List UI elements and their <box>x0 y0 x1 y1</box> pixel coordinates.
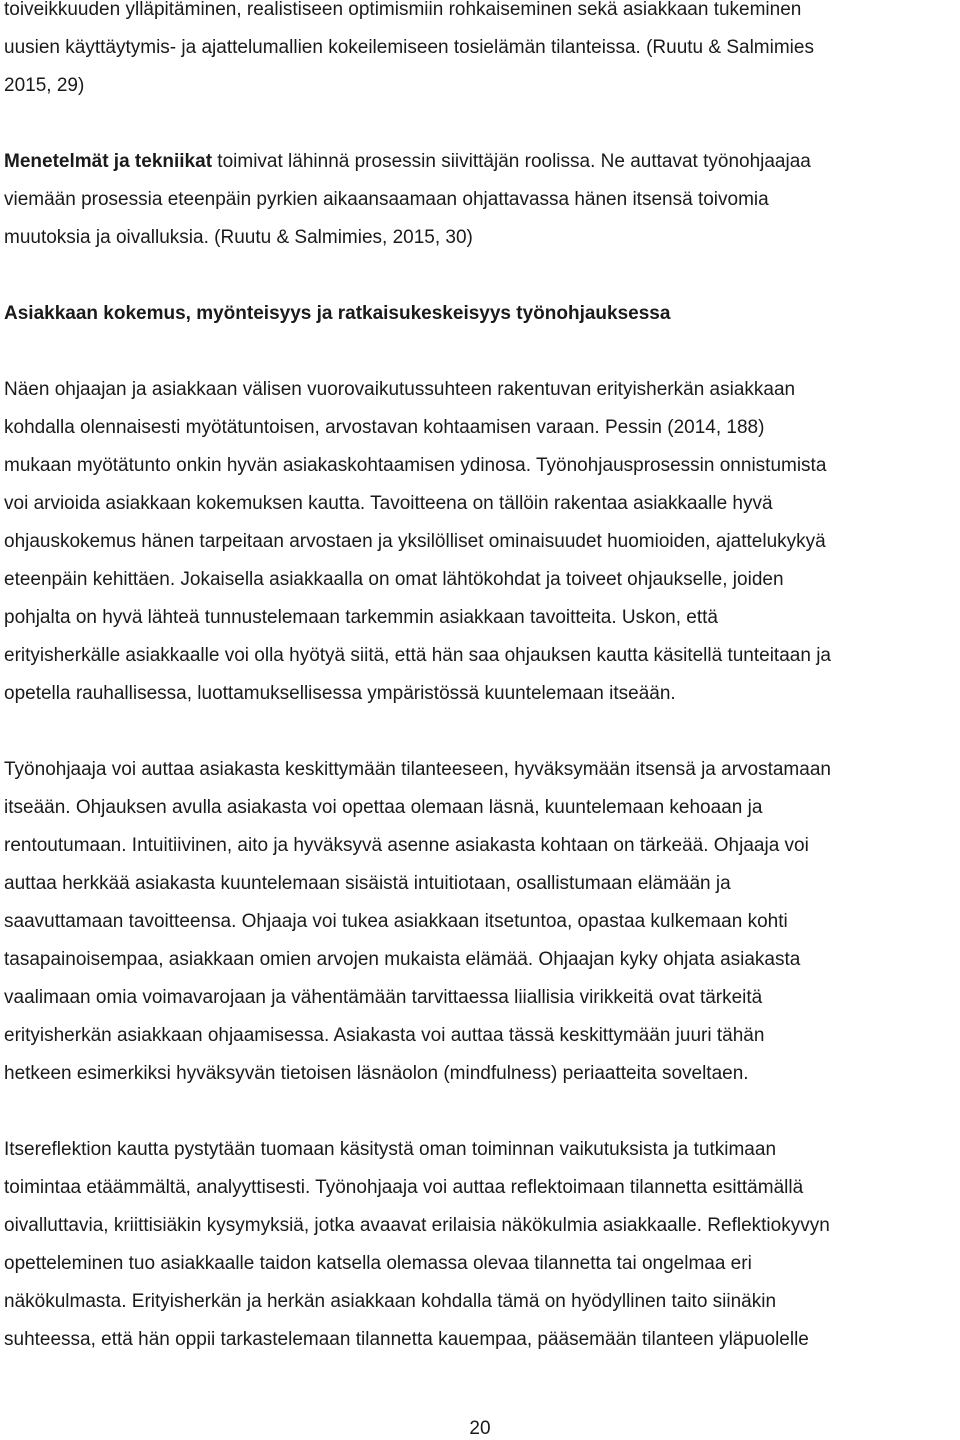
paragraph-1 <box>4 0 960 105</box>
text-line: mukaan myötätunto onkin hyvän asiakaskohtaamisen ydinosa. Työnohjausprosessin onnistumista <box>4 455 827 476</box>
text-line <box>4 143 960 181</box>
section-heading: Asiakkaan kokemus, myönteisyys ja ratkaisukeskeisyys työnohjauksessa <box>4 303 671 324</box>
paragraph-spacer <box>4 333 960 371</box>
paragraph-3 <box>4 371 960 713</box>
text-line: 2015, 29) <box>4 75 85 96</box>
text-line: itseään. Ohjauksen avulla asiakasta voi opettaa olemaan läsnä, kuuntelemaan kehoaan ja <box>4 797 763 818</box>
text-line: opetteleminen tuo asiakkaalle taidon katsella olemassa olevaa tilannetta tai ongelmaa eri <box>4 1253 752 1274</box>
paragraph-spacer <box>4 1093 960 1131</box>
text-line: rentoutumaan. Intuitiivinen, aito ja hyväksyvä asenne asiakasta kohtaan on tärkeää. Ohjaaja voi <box>4 835 809 856</box>
text-run: toimivat lähinnä prosessin siivittäjän roolissa. Ne auttavat työnohjaajaa <box>212 151 811 172</box>
document-page <box>4 0 960 1359</box>
paragraph-4 <box>4 751 960 1093</box>
text-line: Itsereflektion kautta pystytään tuomaan käsitystä oman toiminnan vaikutuksista ja tutkimaan <box>4 1139 777 1160</box>
text-line: tasapainoisempaa, asiakkaan omien arvojen mukaista elämää. Ohjaajan kyky ohjata asiakasta <box>4 949 801 970</box>
text-line: erityisherkän asiakkaan ohjaamisessa. Asiakasta voi auttaa tässä keskittymään juuri tähän <box>4 1025 765 1046</box>
text-line: pohjalta on hyvä lähteä tunnustelemaan tarkemmin asiakkaan tavoitteita. Uskon, että <box>4 607 718 628</box>
text-line: saavuttamaan tavoitteensa. Ohjaaja voi tukea asiakkaan itsetuntoa, opastaa kulkemaan kohti <box>4 911 788 932</box>
text-line: auttaa herkkää asiakasta kuuntelemaan sisäistä intuitiotaan, osallistumaan elämään ja <box>4 873 731 894</box>
text-line: eteenpäin kehittäen. Jokaisella asiakkaalla on omat lähtökohdat ja toiveet ohjaukselle, joiden <box>4 569 784 590</box>
text-line: oivalluttavia, kriittisiäkin kysymyksiä, jotka avaavat erilaisia näkökulmia asiakkaalle. Reflektiokyvyn <box>4 1215 830 1236</box>
paragraph-spacer <box>4 105 960 143</box>
paragraph-2 <box>4 143 960 257</box>
text-line: muutoksia ja oivalluksia. (Ruutu & Salmimies, 2015, 30) <box>4 227 473 248</box>
text-line: opetella rauhallisessa, luottamuksellisessa ympäristössä kuuntelemaan itseään. <box>4 683 676 704</box>
text-line: näkökulmasta. Erityisherkän ja herkän asiakkaan kohdalla tämä on hyödyllinen taito siinäkin <box>4 1291 777 1312</box>
text-line: voi arvioida asiakkaan kokemuksen kautta. Tavoitteena on tällöin rakentaa asiakkaalle hyvä <box>4 493 773 514</box>
paragraph-spacer <box>4 257 960 295</box>
text-line: suhteessa, että hän oppii tarkastelemaan tilannetta kauempaa, pääsemään tilanteen yläpuolelle <box>4 1329 809 1350</box>
text-line: hetkeen esimerkiksi hyväksyvän tietoisen läsnäolon (mindfulness) periaatteita soveltaen. <box>4 1063 749 1084</box>
text-line: Näen ohjaajan ja asiakkaan välisen vuorovaikutussuhteen rakentuvan erityisherkän asiakkaan <box>4 379 796 400</box>
text-line: viemään prosessia eteenpäin pyrkien aikaansaamaan ohjattavassa hänen itsensä toivomia <box>4 189 769 210</box>
text-line: kohdalla olennaisesti myötätuntoisen, arvostavan kohtaamisen varaan. Pessin (2014, 188) <box>4 417 765 438</box>
text-line: vaalimaan omia voimavarojaan ja vähentämään tarvittaessa liiallisia virikkeitä ovat tärkeitä <box>4 987 763 1008</box>
text-line: toimintaa etäämmältä, analyyttisesti. Työnohjaaja voi auttaa reflektoimaan tilannetta esittämällä <box>4 1177 804 1198</box>
paragraph-spacer <box>4 713 960 751</box>
bold-term: Menetelmät ja tekniikat <box>4 151 213 172</box>
text-line: uusien käyttäytymis- ja ajattelumallien kokeilemiseen tosielämän tilanteissa. (Ruutu & Salmimies <box>4 37 814 58</box>
text-line: toiveikkuuden ylläpitäminen, realistiseen optimismiin rohkaiseminen sekä asiakkaan tukeminen <box>4 0 802 20</box>
page-number: 20 <box>469 1418 491 1439</box>
paragraph-5 <box>4 1131 960 1359</box>
text-line: erityisherkälle asiakkaalle voi olla hyötyä siitä, että hän saa ohjauksen kautta käsitellä tunteitaan ja <box>4 645 831 666</box>
text-line: Työnohjaaja voi auttaa asiakasta keskittymään tilanteeseen, hyväksymään itsensä ja arvostamaan <box>4 759 831 780</box>
text-line: ohjauskokemus hänen tarpeitaan arvostaen ja yksilölliset ominaisuudet huomioiden, ajattelukykyä <box>4 531 826 552</box>
